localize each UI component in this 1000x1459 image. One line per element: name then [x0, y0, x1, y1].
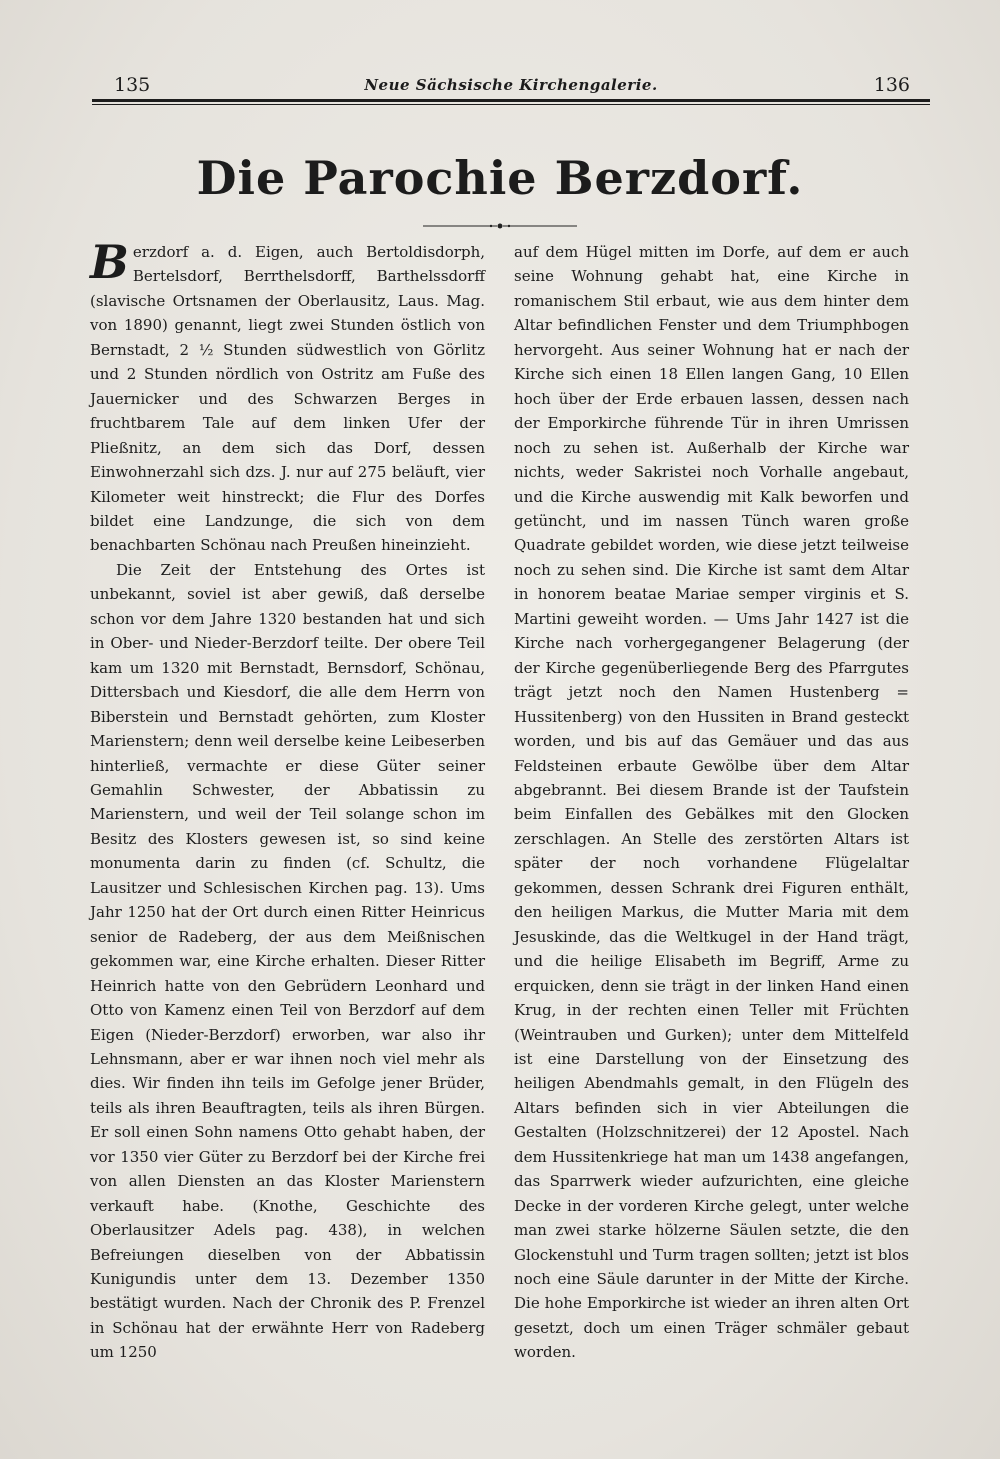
- header-rule-thin: [92, 104, 930, 105]
- paragraph: auf dem Hügel mitten im Dorfe, auf dem er auch seine Wohnung gehabt hat, eine Kirche in romanischem Stil erbaut, wie aus dem hinter dem Altar befindlichen Fenster und dem Triumphbogen hervorgeht. Aus seiner Wohnung hat er nach der Kirche sich einen 18 Ellen langen Gang, 10 Ellen hoch über der Erde erbauen lassen, dessen nach der Emporkirche führende Tür in ihren Umrissen noch zu sehen ist. Außerhalb der Kirche war nichts, weder Sakristei noch Vorhalle angebaut, und die Kirche auswendig mit Kalk beworfen und getüncht, und im nassen Tünch waren große Quadrate gebildet worden, wie diese jetzt teilweise noch zu sehen sind. Die Kirche ist samt dem Altar in honorem beatae Mariae semper virginis et S. Martini geweiht worden. — Ums Jahr 1427 ist die Kirche nach vorhergegangener Belagerung (der der Kirche gegenüberliegende Berg des Pfarrgutes trägt jetzt noch den Namen Hustenberg = Hussitenberg) von den Hussiten in Brand gesteckt worden, und bis auf das Gemäuer und das aus Feldsteinen erbaute Gewölbe über dem Altar abgebrannt. Bei diesem Brande ist der Taufstein beim Einfallen des Gebälkes mit den Glocken zerschlagen. An Stelle des zerstörten Altars ist später der noch vorhandene Flügelaltar gekommen, dessen Schrank drei Figuren enthält, den heiligen Markus, die Mutter Maria mit dem Jesuskinde, das die Weltkugel in der Hand trägt, und die heilige Elisabeth im Begriff, Arme zu erquicken, denn sie trägt in der linken Hand einen Krug, in der rechten einen Teller mit Früchten (Weintrauben und Gurken); unter dem Mittelfeld ist eine Darstellung von der Einsetzung des heiligen Abendmahls gemalt, in den Flügeln des Altars befinden sich in vier Abteilungen die Gestalten (Holzschnitzerei) der 12 Apostel. Nach dem Hussitenkriege hat man um 1438 angefangen, das Sparrwerk wieder aufzurichten, eine gleiche Decke in der vorderen Kirche gelegt, unter welche man zwei starke hölzerne Säulen setzte, die den Glockenstuhl und Turm tragen sollten; jetzt ist blos noch eine Säule darunter in der Mitte der Kirche. Die hohe Emporkirche ist wieder an ihren alten Ort gesetzt, doch um einen Träger schmäler gebaut worden.: [514, 243, 909, 1362]
- text-column-right: [514, 240, 909, 1365]
- page-number-left: 135: [114, 74, 151, 96]
- drop-cap: B: [90, 235, 129, 289]
- paragraph-intro: [90, 235, 485, 558]
- page-title: Die Parochie Berzdorf.: [196, 151, 804, 205]
- paragraph-text: erzdorf a. d. Eigen, auch Bertoldisdorph, Bertelsdorf, Berrthelsdorff, Barthelssdorff (slavische Ortsnamen der Oberlausitz, Laus. Mag. von 1890) genannt, liegt zwei Stunden östlich von Bernstadt, 2 ½ Stunden südwestlich von Görlitz und 2 Stunden nördlich von Ostritz am Fuße des Jauernicker und des Schwarzen Berges in fruchtbarem Tale auf dem linken Ufer der Pließnitz, an dem sich das Dorf, dessen Einwohnerzahl sich dzs. J. nur auf 275 beläuft, vier Kilometer weit hinstreckt; die Flur des Dorfes bildet eine Landzunge, die sich von dem benachbarten Schönau nach Preußen hineinzieht.: [90, 243, 485, 555]
- running-head: Neue Sächsische Kirchengalerie.: [364, 76, 658, 94]
- text-column-left: [90, 235, 485, 1365]
- title-ornament: [0, 218, 1000, 234]
- page-number-right: 136: [873, 74, 910, 96]
- page-header: [92, 70, 930, 102]
- paragraph: Die Zeit der Entstehung des Ortes ist unbekannt, soviel ist aber gewiß, daß derselbe schon vor dem Jahre 1320 bestanden hat und sich in Ober- und Nieder-Berzdorf teilte. Der obere Teil kam um 1320 mit Bernstadt, Bernsdorf, Schönau, Dittersbach und Kiesdorf, die alle dem Herrn von Biberstein und Bernstadt gehörten, zum Kloster Marienstern; denn weil derselbe keine Leibeserben hinterließ, vermachte er diese Güter seiner Gemahlin Schwester, der Abbatissin zu Marienstern, und weil der Teil solange schon im Besitz des Klosters gewesen ist, so sind keine monumenta darin zu finden (cf. Schultz, die Lausitzer und Schlesischen Kirchen pag. 13). Ums Jahr 1250 hat der Ort durch einen Ritter Heinricus senior de Radeberg, der aus dem Meißnischen gekommen war, eine Kirche erhalten. Dieser Ritter Heinrich hatte von den Gebrüdern Leonhard und Otto von Kamenz einen Teil von Berzdorf auf dem Eigen (Nieder-Berzdorf) erworben, war also ihr Lehnsmann, aber er war ihnen noch viel mehr als dies. Wir finden ihn teils im Gefolge jener Brüder, teils als ihren Beauftragten, teils als ihren Bürgen. Er soll einen Sohn namens Otto gehabt haben, der vor 1350 vier Güter zu Berzdorf bei der Kirche frei von allen Diensten an das Kloster Marienstern verkauft habe. (Knothe, Geschichte des Oberlausitzer Adels pag. 438), in welchen Befreiungen dieselben von der Abbatissin Kunigundis unter dem 13. Dezember 1350 bestätigt wurden. Nach der Chronik des P. Frenzel in Schönau hat der erwähnte Herr von Radeberg um 1250: [90, 560, 485, 1362]
- header-rule-thick: [92, 99, 930, 102]
